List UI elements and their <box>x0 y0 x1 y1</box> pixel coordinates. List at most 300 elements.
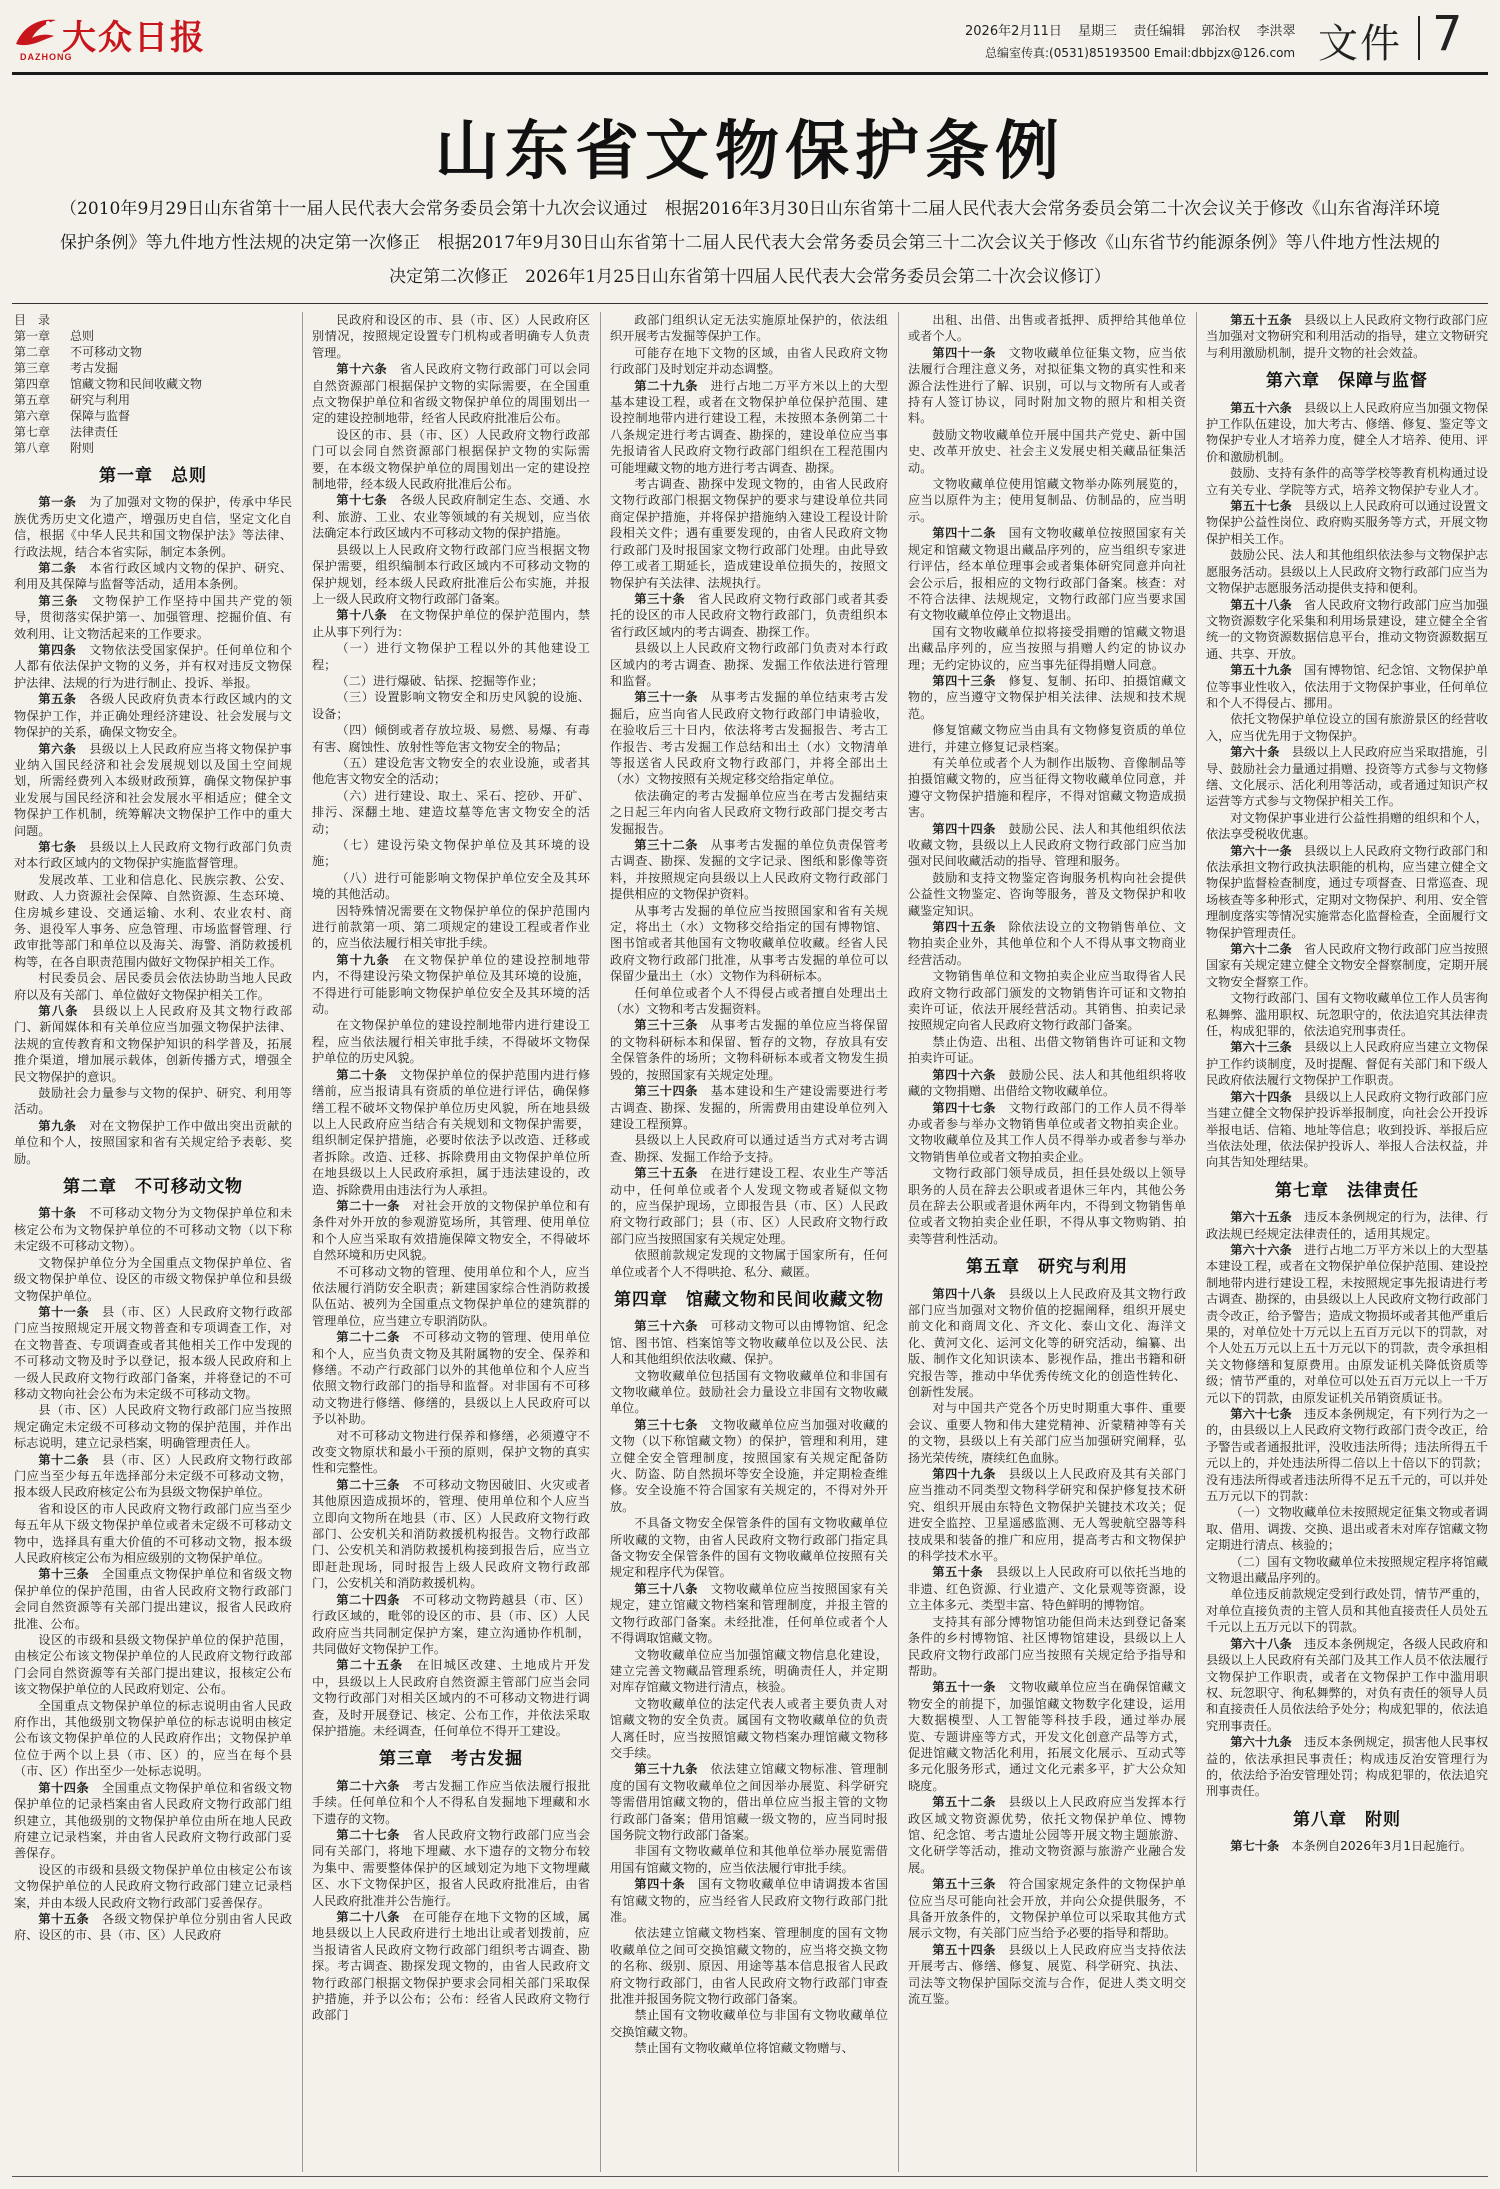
article-paragraph <box>908 312 1186 345</box>
article-text: 县级以上人民政府可以通过设置文物保护公益性岗位、政府购买服务等方式，开展文物保护相关工作。 <box>1206 499 1488 546</box>
article-paragraph <box>1206 662 1488 711</box>
article-text: 县级以上人民政府及其文物行政部门应当加强对文物价值的挖掘阐释，组织开展史前文化和商周文化、齐文化、泰山文化、海洋文化、黄河文化、运河文化等的研究活动，编纂、出版、制作文化知识读本、影视作品，推出书籍和研究报告等，推动中华优秀传统文化的创造性转化、创新性发展。 <box>908 1286 1186 1399</box>
article-text: 考古调查、勘探中发现文物的，由省人民政府文物行政部门根据文物保护的要求与建设单位共同商定保护措施，并将保护措施纳入建设工程设计阶段相关文件；遇有重要发现的，由省人民政府文物行政部门及时报国家文物行政部门处理。由此导致停工或者工期延长，造成建设单位损失的，按照文物保护有关法律、法规执行。 <box>610 477 888 590</box>
editor-name-2: 李洪翠 <box>1256 24 1296 39</box>
article-text: （四）倾倒或者存放垃圾、易燃、易爆、有毒有害、腐蚀性、放射性等危害文物安全的物品； <box>312 723 590 754</box>
article-paragraph <box>14 970 292 1003</box>
article-text: 除依法设立的文物销售单位、文物拍卖企业外，其他单位和个人不得从事文物商业经营活动。 <box>908 920 1186 967</box>
column-4 <box>908 312 1186 2172</box>
toc-chapter-title: 不可移动文物 <box>70 345 143 359</box>
article-paragraph <box>610 985 888 1018</box>
article-text: 违反本条例规定，有下列行为之一的，由县级以上人民政府文物行政部门责令改正，给予警告或者通报批评，没收违法所得；违法所得五千元以上的，并处违法所得二倍以上十倍以下的罚款；没有违法所得或者违法所得不足五千元的，可以并处五万元以下的罚款： <box>1206 1407 1488 1504</box>
article-number: 第五条 <box>38 692 77 707</box>
article-paragraph <box>610 1132 888 1165</box>
article-text: 依托文物保护单位设立的国有旅游景区的经营收入，应当优先用于文物保护。 <box>1206 712 1488 743</box>
article-paragraph <box>14 642 292 691</box>
article-text: （一）进行文物保护工程以外的其他建设工程； <box>312 641 590 672</box>
article-paragraph <box>1206 1734 1488 1800</box>
article-paragraph <box>908 1876 1186 1942</box>
article-text: 县级以上人民政府应当建立文物保护工作约谈制度，及时提醒、督促有关部门和下级人民政府依法履行文物保护工作职责。 <box>1206 1040 1488 1088</box>
article-number: 第五十条 <box>932 1565 984 1580</box>
article-text: （六）进行建设、取土、采石、挖砂、开矿、排污、深翻土地、建造坟墓等危害文物安全的活动； <box>312 788 590 836</box>
article-text: 从事考古发掘的单位结束考古发掘后，应当向省人民政府文物行政部门申请验收，在验收后三十日内，依法将考古发掘报告、考古工作报告、考古发掘工作总结和出土（水）文物清单等报送省人民政府文物行政部门，并将全部出土（水）文物按照有关规定移交给指定单位。 <box>610 690 888 787</box>
article-paragraph <box>610 2040 888 2056</box>
article-paragraph <box>312 1657 590 1739</box>
article-paragraph <box>312 640 590 673</box>
article-text: 县级以上人民政府文物行政部门应当建立健全文物保护投诉举报制度，向社会公开投诉举报电话、信箱、地址等信息；收到投诉、举报后应当依法处理，依法保护投诉人、举报人合法权益，并向其告知处理结果。 <box>1206 1089 1488 1170</box>
article-text: 进行占地二万平方米以上的大型基本建设工程，或者在文物保护单位保护范围、建设控制地带内进行建设工程，未按照规定事先报请进行考古调查、勘探的，由县级以上人民政府文物行政部门责令改正，给予警告；造成文物损坏或者其他严重后果的，对单位处十万元以上五百万元以下的罚款，对个人处五万元以上五十万元以下的罚款，责令承担相关文物修缮和复原费用。由原发证机关降低资质等级；情节严重的，对单位可以处五百万元以上一千万元以下的罚款，由原发证机关吊销资质证书。 <box>1206 1242 1488 1405</box>
article-paragraph <box>1206 465 1488 498</box>
chapter-heading: 第五章 研究与利用 <box>966 1257 1128 1278</box>
article-paragraph <box>1206 1242 1488 1406</box>
article-paragraph <box>14 1452 292 1501</box>
toc-chapter-title: 附则 <box>70 441 95 455</box>
article-number: 第四十二条 <box>932 526 996 541</box>
column-rule <box>898 312 899 2172</box>
article-paragraph <box>312 1067 590 1198</box>
article-text: 不可移动文物跨越县（市、区）行政区域的，毗邻的设区的市、县（市、区）人民政府应当共同制定保护方案，建立沟通协作机制，共同做好文物保护工作。 <box>312 1592 590 1656</box>
article-paragraph <box>312 361 590 427</box>
section-divider <box>1418 16 1420 60</box>
article-text: 县级以上人民政府应当支持依法开展考古、修缮、修复、展览、科学研究、执法、司法等文物保护国际交流与合作，促进人类文明交流互鉴。 <box>908 1942 1186 2007</box>
table-of-contents <box>14 312 292 456</box>
article-text: 在文物保护单位的建设控制地带内进行建设工程，应当依法履行相关审批手续，不得破坏文物保护单位的历史风貌。 <box>312 1018 590 1066</box>
article-paragraph <box>312 870 590 903</box>
article-paragraph <box>312 689 590 722</box>
article-paragraph <box>1206 711 1488 744</box>
article-text: 违反本条例规定，各级人民政府和县级以上人民政府有关部门及其工作人员不依法履行文物保护工作职责，或者在文物保护工作中滥用职权、玩忽职守、徇私舞弊的，对负有责任的领导人员和直接责任人员依法给予处分；构成犯罪的，依法追究刑事责任。 <box>1206 1636 1488 1733</box>
article-number: 第五十一条 <box>932 1680 996 1695</box>
toc-entry[interactable] <box>14 312 292 328</box>
chapter-heading: 第三章 考古发掘 <box>379 1749 523 1770</box>
article-paragraph <box>610 1368 888 1417</box>
toc-chapter-title: 考古发掘 <box>70 361 119 375</box>
article-paragraph <box>1206 400 1488 466</box>
article-text: 违反本条例规定的行为，法律、行政法规已经规定法律责任的，适用其规定。 <box>1206 1210 1488 1241</box>
article-text: 县级以上人民政府文物行政部门应当根据文物保护需要，组织编制本行政区域内不可移动文物的保护规划，经本级人民政府批准后公布实施，并报上一级人民政府文物行政部门备案。 <box>312 542 590 606</box>
editor-name-1: 郭治权 <box>1201 24 1241 39</box>
article-number: 第三十八条 <box>634 1581 698 1596</box>
article-paragraph <box>14 494 292 560</box>
article-number: 第二十二条 <box>336 1330 400 1345</box>
article-text: 在文物保护单位的保护范围内，禁止从事下列行为： <box>312 608 590 639</box>
article-number: 第六十八条 <box>1230 1636 1292 1651</box>
toc-entry[interactable] <box>14 376 292 392</box>
article-text: 对社会开放的文物保护单位和有条件对外开放的参观游览场所，其管理、使用单位和个人应当采取有效措施保障文物安全，不得破坏自然环境和历史风貌。 <box>312 1198 590 1263</box>
article-paragraph <box>312 1592 590 1658</box>
article-text: 文物收藏单位应当加强对收藏的文物（以下称馆藏文物）的保护，管理和利用，建立健全安全管理制度，按照国家有关规定配备防火、防盗、防自然损坏等安全设施，并定期检查维修。安全设施不符合国家有关规定的，不得对外开放。 <box>610 1417 888 1514</box>
article-text: 在进行建设工程、农业生产等活动中，任何单位或者个人发现文物或者疑似文物的，应当保护现场，立即报告县（市、区）人民政府文物行政部门；县（市、区）人民政府文物行政部门应当按照国家有关规定处理。 <box>610 1166 888 1246</box>
article-text: 从事考古发掘的单位负责保管考古调查、勘探、发掘的文字记录、图纸和影像等资料，并按照规定向县级以上人民政府文物行政部门提供相应的文物保护资料。 <box>610 838 888 902</box>
article-number: 第十二条 <box>38 1452 90 1467</box>
article-number: 第二十三条 <box>336 1477 400 1492</box>
page-number: 7 <box>1432 6 1463 62</box>
article-text: 文物销售单位和文物拍卖企业应当取得省人民政府文物行政部门颁发的文物销售许可证和文物拍卖许可证，依法开展经营活动。其销售、拍卖记录按照规定向省人民政府文物行政部门备案。 <box>908 969 1186 1033</box>
article-number: 第二十条 <box>336 1067 388 1082</box>
article-number: 第三十条 <box>634 591 686 606</box>
article-text: 文物收藏单位使用馆藏文物举办陈列展览的，应当以原件为主；使用复制品、仿制品的，应当明示。 <box>908 477 1186 524</box>
article-paragraph <box>908 476 1186 525</box>
article-text: 可能存在地下文物的区域，由省人民政府文物行政部门及时划定并动态调整。 <box>610 345 888 377</box>
article-paragraph <box>1206 547 1488 596</box>
toc-entry[interactable] <box>14 328 292 344</box>
masthead-rule <box>12 72 1488 75</box>
article-text: 考古发掘工作应当依法履行报批手续。任何单位和个人不得私自发掘地下埋藏和水下遗存的文物。 <box>312 1778 590 1826</box>
article-paragraph <box>610 1696 888 1762</box>
article-paragraph <box>312 1264 590 1330</box>
toc-chapter-number: 目 录 <box>14 313 51 327</box>
article-text: 鼓励公民、法人和其他组织依法参与文物保护志愿服务活动。县级以上人民政府文物行政部门应当为文物保护志愿服务活动提供支持和便利。 <box>1206 548 1488 596</box>
article-paragraph <box>908 427 1186 476</box>
toc-chapter-number: 第八章 <box>14 441 51 455</box>
article-paragraph <box>610 640 888 689</box>
article-text: （一）文物收藏单位未按照规定征集文物或者调取、借用、调拨、交换、退出或者未对库存馆藏文物定期进行清点、核验的； <box>1206 1505 1488 1553</box>
article-text: 村民委员会、居民委员会依法协助当地人民政府以及有关部门、单位做好文物保护相关工作。 <box>14 971 292 1002</box>
article-number: 第六十七条 <box>1230 1407 1292 1421</box>
article-paragraph <box>1206 1209 1488 1242</box>
toc-chapter-number: 第一章 <box>14 329 51 343</box>
article-paragraph <box>908 624 1186 673</box>
article-paragraph <box>312 1909 590 2024</box>
article-text: （三）设置影响文物安全和历史风貌的设施、设备； <box>312 690 590 721</box>
article-text: 国有博物馆、纪念馆、文物保护单位等事业性收入，依法用于文物保护事业，任何单位和个人不得侵占、挪用。 <box>1206 663 1488 710</box>
article-paragraph <box>14 1402 292 1451</box>
article-text: 禁止伪造、出租、出借文物销售许可证和文物拍卖许可证。 <box>908 1034 1186 1066</box>
article-number: 第二十九条 <box>634 378 698 393</box>
article-number: 第七条 <box>38 839 77 854</box>
article-paragraph <box>908 1794 1186 1876</box>
article-paragraph <box>14 691 292 740</box>
article-number: 第十一条 <box>38 1304 90 1319</box>
article-paragraph <box>14 1501 292 1567</box>
article-text: 本条例自2026年3月1日起施行。 <box>1291 1839 1472 1854</box>
column-2 <box>312 312 590 2172</box>
issue-weekday: 星期三 <box>1078 24 1118 39</box>
article-paragraph <box>908 673 1186 722</box>
article-text: 各级人民政府制定生态、交通、水利、旅游、工业、农业等领域的有关规划，应当依法确定本行政区域内不可移动文物的保护措施。 <box>312 493 590 541</box>
article-paragraph <box>312 1329 590 1427</box>
article-paragraph <box>14 1780 292 1862</box>
article-text: 文物行政部门领导成员，担任县处级以上领导职务的人员在辞去公职或者退休三年内，其他公务员在辞去公职或者退休两年内，不得到文物销售单位或者文物拍卖企业任职，不得从事文物购销、拍卖等营利性活动。 <box>908 1166 1186 1246</box>
article-paragraph <box>610 1083 888 1132</box>
article-paragraph <box>312 1477 590 1592</box>
article-paragraph <box>610 1515 888 1581</box>
article-text: 省人民政府文物行政部门或者其委托的设区的市人民政府文物行政部门，负责组织本省行政区域内的考古调查、勘探工作。 <box>610 591 888 639</box>
toc-chapter-title: 研究与利用 <box>70 393 131 407</box>
article-paragraph <box>312 837 590 870</box>
article-paragraph <box>610 1165 888 1247</box>
article-number: 第二十八条 <box>336 1910 400 1924</box>
toc-chapter-title: 总则 <box>70 329 95 343</box>
article-text: 有关单位或者个人为制作出版物、音像制品等拍摄馆藏文物的，应当征得文物收藏单位同意，并遵守文物保护措施和程序，不得对馆藏文物造成损害。 <box>908 755 1186 820</box>
issue-meta <box>965 20 1308 39</box>
article-number: 第五十九条 <box>1230 663 1292 678</box>
chapter-heading: 第七章 法律责任 <box>1275 1180 1419 1201</box>
article-number: 第四十五条 <box>932 920 996 935</box>
article-text: 任何单位或者个人不得侵占或者擅自处理出土（水）文物和考古发掘资料。 <box>610 985 888 1017</box>
article-paragraph <box>610 591 888 640</box>
article-number: 第十八条 <box>336 608 388 623</box>
article-paragraph <box>1206 990 1488 1039</box>
article-text: 省人民政府文物行政部门应当会同有关部门，将地下埋藏、水下遗存的文物分布较为集中、需要整体保护的区域划定为地下文物埋藏区、水下文物保护区，报省人民政府批准后，由省人民政府批准并公告施行。 <box>312 1827 590 1908</box>
article-paragraph <box>908 968 1186 1034</box>
article-text: 全国重点文物保护单位和省级文物保护单位的记录档案由省人民政府文物行政部门组织建立，其他级别的文物保护单位由所在地人民政府建立记录档案，并由省人民政府文物行政部门妥善保存。 <box>14 1780 292 1861</box>
article-paragraph <box>610 2007 888 2040</box>
toc-chapter-number: 第二章 <box>14 345 51 359</box>
article-text: 非国有文物收藏单位和其他单位举办展览需借用国有馆藏文物的，应当依法履行审批手续。 <box>610 1844 888 1875</box>
issue-date: 2026年2月11日 <box>965 24 1062 39</box>
article-number: 第六十三条 <box>1230 1040 1292 1055</box>
chapter-heading: 第二章 不可移动文物 <box>63 1177 243 1198</box>
article-number: 第六条 <box>38 741 77 756</box>
article-paragraph <box>610 345 888 378</box>
article-paragraph <box>14 1911 292 1944</box>
chapter-heading: 第六章 保障与监督 <box>1266 371 1428 392</box>
toc-entry[interactable] <box>14 408 292 424</box>
column-3 <box>610 312 888 2172</box>
article-number: 第六十四条 <box>1230 1089 1292 1104</box>
article-paragraph <box>1206 941 1488 990</box>
article-number: 第二十四条 <box>336 1592 400 1607</box>
article-text: 国有文物收藏单位拟将接受捐赠的馆藏文物退出藏品序列的，应当按照与捐赠人约定的协议办理；无约定协议的，应当事先征得捐赠人同意。 <box>908 624 1186 672</box>
article-text: 对文物保护事业进行公益性捐赠的组织和个人，依法享受税收优惠。 <box>1206 810 1488 842</box>
article-paragraph <box>610 312 888 345</box>
article-text: 鼓励和支持文物鉴定咨询服务机构向社会提供公益性文物鉴定、咨询等服务，普及文物保护和收藏鉴定知识。 <box>908 870 1186 918</box>
article-text: （五）建设危害文物安全的农业设施，或者其他危害文物安全的活动； <box>312 755 590 787</box>
toc-entry[interactable] <box>14 360 292 376</box>
article-number: 第六十一条 <box>1230 843 1292 858</box>
article-text: 本省行政区域内文物的保护、研究、利用及其保障与监督等活动，适用本条例。 <box>14 561 292 592</box>
article-paragraph <box>908 870 1186 919</box>
article-paragraph <box>610 1761 888 1843</box>
article-text: 在可能存在地下文物的区域，属地县级以上人民政府进行土地出让或者划拨前，应当报请省人民政府文物行政部门组织考古调查、勘探。考古调查、勘探发现文物的，由省人民政府文物行政部门根据文物保护要求会同相关部门采取保护措施，并予以公布；公布：经省人民政府文物行政部门 <box>312 1910 590 2023</box>
article-text: 依法建立馆藏文物标准、管理制度的国有文物收藏单位之间因举办展览、科学研究等需借用馆藏文物的，借出单位应当报主管的文物行政部门备案；借用馆藏一级文物的，应当同时报国务院文物行政部门备案。 <box>610 1762 888 1842</box>
article-paragraph <box>312 755 590 788</box>
toc-chapter-number: 第五章 <box>14 393 51 407</box>
article-number: 第二十五条 <box>336 1658 404 1673</box>
article-number: 第十三条 <box>38 1567 90 1582</box>
article-text: 从事考古发掘的单位应当按照国家和省有关规定，将出土（水）文物移交给指定的国有博物馆、图书馆或者其他国有文物收藏单位收藏。经省人民政府文物行政部门批准，从事考古发掘的单位可以保留少量出土（水）文物作为科研标本。 <box>610 903 888 984</box>
article-number: 第二十六条 <box>336 1778 400 1793</box>
article-text: 文物依法受国家保护。任何单位和个人都有依法保护文物的义务，并有权对违反文物保护法律、法规的行为进行制止、投诉、举报。 <box>14 643 292 690</box>
article-text: 民政府和设区的市、县（市、区）人民政府区别情况，按照规定设置专门机构或者明确专人负责管理。 <box>312 313 590 360</box>
article-text: 对与中国共产党各个历史时期重大事件、重要会议、重要人物和伟大建党精神、沂蒙精神等有关的文物，县级以上有关部门应当加强研究阐释，弘扬光荣传统，赓续红色血脉。 <box>908 1401 1186 1465</box>
article-text: 全国重点文物保护单位的标志说明由省人民政府作出，其他级别文物保护单位的标志说明由核定公布该文物保护单位的人民政府作出；文物保护单位位于两个以上县（市、区）的，应当在每个县（市、区）作出至少一处标志说明。 <box>14 1698 292 1779</box>
article-number: 第三十二条 <box>634 838 698 852</box>
article-paragraph <box>14 741 292 839</box>
article-text: 修复、复制、拓印、拍摄馆藏文物的，应当遵守文物保护相关法律、法规和技术规范。 <box>908 673 1186 721</box>
article-paragraph <box>610 1017 888 1083</box>
article-text: 因特殊情况需要在文物保护单位的保护范围内进行前款第一项、第二项规定的建设工程或者作业的，应当依法履行相关审批手续。 <box>312 903 590 951</box>
column-rule <box>302 312 303 2172</box>
article-text: 出租、出借、出售或者抵押、质押给其他单位或者个人。 <box>908 313 1186 344</box>
newspaper-pinyin: DAZHONG <box>20 52 73 62</box>
article-paragraph <box>1206 1504 1488 1553</box>
article-number: 第四十六条 <box>932 1067 996 1082</box>
article-paragraph <box>610 1876 888 1925</box>
article-number: 第三十六条 <box>634 1319 698 1334</box>
article-text: 省人民政府文物行政部门应当按照国家有关规定建立健全文物安全督察制度，定期开展文物安全督察工作。 <box>1206 942 1488 989</box>
article-paragraph <box>1206 1838 1488 1854</box>
toc-chapter-number: 第六章 <box>14 409 51 423</box>
article-text: 文物保护单位分为全国重点文物保护单位、省级文物保护单位、设区的市级文物保护单位和县级文物保护单位。 <box>14 1255 292 1303</box>
article-paragraph <box>312 607 590 640</box>
article-text: 鼓励公民、法人和其他组织将收藏的文物捐赠、出借给文物收藏单位。 <box>908 1067 1186 1099</box>
article-text: 县（市、区）人民政府文物行政部门应当按照规定确定未定级不可移动文物的保护范围，并作出标志说明，建立记录档案，明确管理责任人。 <box>14 1403 292 1451</box>
article-number: 第一条 <box>38 495 77 510</box>
article-text: 文物行政部门、国有文物收藏单位工作人员害徇私舞弊、滥用职权、玩忽职守的，依法追究其法律责任，构成犯罪的，依法追究刑事责任。 <box>1206 991 1488 1039</box>
article-paragraph <box>14 1085 292 1118</box>
article-number: 第二十一条 <box>336 1198 400 1213</box>
article-number: 第七十条 <box>1230 1839 1280 1854</box>
article-text: 县级以上人民政府应当将文物保护事业纳入国民经济和社会发展规划以及国土空间规划，所需经费列入本级财政预算，确保文物保护事业发展与国民经济和社会发展水平相适应；健全文物保护工作机制，统筹解决文物保护工作中的重大问题。 <box>14 741 292 838</box>
chapter-heading: 第四章 馆藏文物和民间收藏文物 <box>614 1289 884 1310</box>
article-paragraph <box>908 1679 1186 1794</box>
article-paragraph <box>908 821 1186 870</box>
article-paragraph <box>610 378 888 476</box>
article-paragraph <box>908 345 1186 427</box>
article-text: 各级文物保护单位分别由省人民政府、设区的市、县（市、区）人民政府 <box>14 1911 292 1943</box>
article-number: 第五十五条 <box>1230 313 1292 327</box>
article-paragraph <box>14 1632 292 1698</box>
article-paragraph <box>908 1466 1186 1564</box>
article-paragraph <box>908 1034 1186 1067</box>
article-paragraph <box>610 689 888 787</box>
article-number: 第二十七条 <box>336 1827 400 1842</box>
article-text: （八）进行可能影响文物保护单位安全及其环境的其他活动。 <box>312 870 590 902</box>
article-text: 鼓励、支持有条件的高等学校等教育机构通过设立有关专业、学院等方式，培养文物保护专业人才。 <box>1206 466 1488 497</box>
article-text: 鼓励社会力量参与文物的保护、研究、利用等活动。 <box>14 1086 292 1117</box>
article-paragraph <box>14 1118 292 1167</box>
article-number: 第五十四条 <box>932 1942 996 1957</box>
article-text: 文物收藏单位包括国有文物收藏单位和非国有文物收藏单位。鼓励社会力量设立非国有文物收藏单位。 <box>610 1368 888 1416</box>
article-paragraph <box>312 542 590 608</box>
article-number: 第三十七条 <box>634 1417 698 1432</box>
article-number: 第四十七条 <box>932 1100 996 1115</box>
article-number: 第十条 <box>38 1206 77 1221</box>
column-5 <box>1206 312 1488 2172</box>
article-paragraph <box>908 1067 1186 1100</box>
article-number: 第六十五条 <box>1230 1210 1292 1225</box>
toc-entry[interactable] <box>14 344 292 360</box>
article-number: 第五十二条 <box>932 1795 996 1810</box>
article-number: 第五十三条 <box>932 1877 996 1892</box>
article-body <box>14 312 1488 2172</box>
article-number: 第五十八条 <box>1230 597 1292 612</box>
article-number: 第九条 <box>38 1118 77 1133</box>
toc-chapter-title: 法律责任 <box>70 425 119 439</box>
article-text: 省人民政府文物行政部门应当加强文物资源数字化采集和利用场景建设，建立健全全省统一的文物资源数据信息平台，推动文物资源数据互通、共享、开放。 <box>1206 597 1488 661</box>
article-text: 文物收藏单位应当加强馆藏文物信息化建设，建立完善文物藏品管理系统，明确责任人，并定期对库存馆藏文物进行清点，核验。 <box>610 1647 888 1695</box>
article-text: 不可移动文物的管理、使用单位和个人，应当负责文物及其附属物的安全、保养和修缮。不动产行政部门以外的其他单位和个人应当依照文物行政部门的指导和监督。对非国有不可移动文物进行修缮、修缮的，县级以上人民政府可以予以补助。 <box>312 1330 590 1427</box>
editor-label: 责任编辑 <box>1133 24 1186 39</box>
article-text: 在文物保护单位的建设控制地带内，不得建设污染文物保护单位及其环境的设施，不得进行可能影响文物保护单位安全及其环境的活动。 <box>312 952 590 1017</box>
article-paragraph <box>908 1614 1186 1680</box>
article-number: 第十六条 <box>336 362 388 377</box>
article-text: 违反本条例规定，损害他人民事权益的，依法承担民事责任；构成违反治安管理行为的，依法给予治安管理处罚；构成犯罪的，依法追究刑事责任。 <box>1206 1735 1488 1799</box>
article-text: 国有文物收藏单位按照国家有关规定和馆藏文物退出藏品序列的，应当组织专家进行评估，经本单位理事会或者集体研究同意并向社会公示后，报相应的文物行政部门备案。核查：对不符合法律、法规规定，文物行政部门应当要求国有文物收藏单位停止文物退出。 <box>908 526 1186 623</box>
article-text: 支持其有部分博物馆功能但尚未达到登记备案条件的乡村博物馆、社区博物馆建设，县级以上人民政府文物行政部门应当按照有关规定给予指导和帮助。 <box>908 1614 1186 1678</box>
article-text: 设区的市级和县级文物保护单位的保护范围，由核定公布该文物保护单位的人民政府文物行政部门会同自然资源等有关部门提出建议，报核定公布该文物保护单位的人民政府划定、公布。 <box>14 1633 292 1697</box>
article-number: 第五十七条 <box>1230 499 1292 514</box>
article-paragraph <box>908 919 1186 968</box>
article-text: 基本建设和生产建设需要进行考古调查、勘探、发掘的，所需费用由建设单位列入建设工程预算。 <box>610 1084 888 1131</box>
toc-entry[interactable] <box>14 392 292 408</box>
article-text: 文物收藏单位征集文物，应当依法履行合理注意义务，对拟征集文物的真实性和来源合法性进行了解、识别，可以与文物所有人或者持有人签订协议，同时附加文物的照片和相关资料。 <box>908 345 1186 426</box>
article-text: 县级以上人民政府可以通过适当方式对考古调查、勘探、发掘工作给予支持。 <box>610 1133 888 1164</box>
article-text: 依照前款规定发现的文物属于国家所有，任何单位或者个人不得哄抢、私分、藏匿。 <box>610 1248 888 1279</box>
section-label: 文件 <box>1318 21 1402 67</box>
article-number: 第四十三条 <box>932 673 996 688</box>
article-paragraph <box>312 952 590 1018</box>
article-paragraph <box>610 837 888 903</box>
article-text: 县（市、区）人民政府文物行政部门应当至少每五年选择部分未定级不可移动文物，报本级人民政府核定公布为县级文物保护单位。 <box>14 1452 292 1500</box>
article-text: 文物行政部门的工作人员不得举办或者参与举办文物销售单位或者文物拍卖企业。文物收藏单位及其工作人员不得举办或者参与举办文物销售单位或者文物拍卖企业。 <box>908 1100 1186 1164</box>
article-paragraph <box>610 1843 888 1876</box>
article-text: 从事考古发掘的单位应当将保留的文物科研标本和保留、暂存的文物，存放具有安全保管条件的场所；文物科研标本或者文物发生损毁的，按照国家有关规定处理。 <box>610 1018 888 1082</box>
article-text: 对不可移动文物进行保养和修缮，必须遵守不改变文物原状和最小干预的原则，保护文物的真实性和完整性。 <box>312 1428 590 1476</box>
chapter-heading: 第一章 总则 <box>99 466 207 486</box>
toc-chapter-number: 第四章 <box>14 377 51 391</box>
article-text: 为了加强对文物的保护，传承中华民族优秀历史文化遗产，增强历史自信，坚定文化自信，根据《中华人民共和国文物保护法》等法律、行政法规，结合本省实际，制定本条例。 <box>14 495 292 559</box>
body-rule <box>12 303 1488 304</box>
article-paragraph <box>908 1400 1186 1466</box>
column-rule <box>1196 312 1197 2172</box>
article-paragraph <box>1206 1554 1488 1587</box>
contact-info: 总编室传真:(0531)85193500 Email:dbbjzx@126.com <box>985 46 1296 60</box>
article-text: 县级以上人民政府应当采取措施，引导、鼓励社会力量通过捐赠、投资等方式参与文物修缮、文化展示、活化利用等活动，或者通过知识产权运营等方式参与文物保护相关工作。 <box>1206 745 1488 809</box>
article-paragraph <box>1206 498 1488 547</box>
article-text: 文物收藏单位应当按照国家有关规定，建立馆藏文物档案和管理制度，并报主管的文物行政部门备案。未经批准，任何单位或者个人不得调取馆藏文物。 <box>610 1581 888 1646</box>
article-paragraph <box>1206 312 1488 361</box>
article-paragraph <box>908 1564 1186 1613</box>
article-text: 文物收藏单位的法定代表人或者主要负责人对馆藏文物的安全负责。属国有文物收藏单位的负责人离任时，应当按照馆藏文物档案办理馆藏文物移交手续。 <box>610 1696 888 1760</box>
newspaper-logo[interactable] <box>14 8 254 64</box>
article-paragraph <box>908 1165 1186 1247</box>
article-number: 第四十条 <box>634 1877 686 1892</box>
article-text: 政部门组织认定无法实施原址保护的，依法组织开展考古发掘等保护工作。 <box>610 313 888 344</box>
article-text: 文物保护工作坚持中国共产党的领导，贯彻落实保护第一、加强管理、挖掘价值、有效利用、让文物活起来的工作要求。 <box>14 593 292 641</box>
article-number: 第六十九条 <box>1230 1735 1292 1750</box>
article-paragraph <box>312 903 590 952</box>
article-paragraph <box>610 1925 888 2007</box>
article-text: 依法确定的考古发掘单位应当在考古发掘结束之日起三年内向省人民政府文物行政部门提交考古发掘报告。 <box>610 788 888 836</box>
article-paragraph <box>610 1318 888 1367</box>
article-paragraph <box>14 1304 292 1402</box>
article-number: 第六十条 <box>1230 745 1280 760</box>
article-text: （二）国有文物收藏单位未按照规定程序将馆藏文物退出藏品序列的。 <box>1206 1554 1488 1586</box>
article-paragraph <box>610 476 888 591</box>
article-paragraph <box>312 1428 590 1477</box>
article-number: 第五十六条 <box>1230 400 1292 415</box>
article-paragraph <box>908 1100 1186 1166</box>
column-1 <box>14 312 292 2172</box>
article-paragraph <box>14 839 292 872</box>
article-paragraph <box>610 788 888 837</box>
article-paragraph <box>14 593 292 642</box>
toc-entry[interactable] <box>14 424 292 440</box>
article-number: 第六十二条 <box>1230 942 1292 957</box>
article-number: 第四十八条 <box>932 1286 996 1301</box>
toc-entry[interactable] <box>14 440 292 456</box>
toc-chapter-number: 第七章 <box>14 425 51 439</box>
article-paragraph <box>1206 843 1488 941</box>
article-text: 进行占地二万平方米以上的大型基本建设工程，或者在文物保护单位保护范围、建设控制地带内进行建设工程，未按照本条例第二十八条规定进行考古调查、勘探的，建设单位应当事先报请省人民政府文物行政部门组织在工程范围内可能埋藏文物的地方进行考古调查、勘探。 <box>610 378 888 475</box>
article-paragraph <box>610 1247 888 1280</box>
article-text: 修复馆藏文物应当由具有文物修复资质的单位进行，并建立修复记录档案。 <box>908 723 1186 754</box>
article-number: 第三十三条 <box>634 1018 698 1033</box>
article-paragraph <box>610 1647 888 1696</box>
